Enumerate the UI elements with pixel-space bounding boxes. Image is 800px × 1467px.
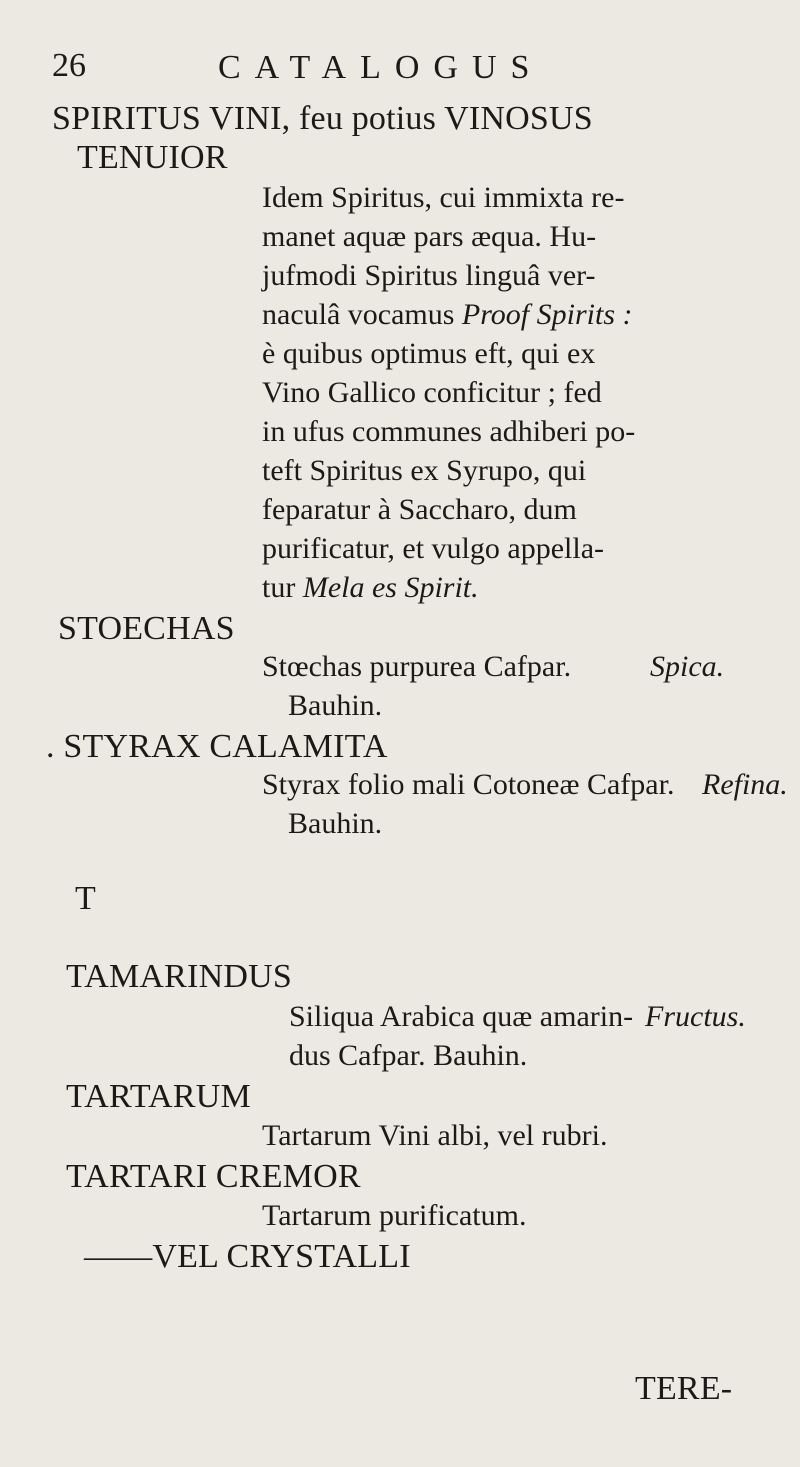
text-line: jufmodi Spiritus linguâ ver-: [262, 259, 596, 292]
running-title: CATALOGUS: [218, 49, 544, 86]
text-line: Idem Spiritus, cui immixta re-: [262, 181, 625, 214]
entry-heading: ——VEL CRYSTALLI: [84, 1238, 411, 1275]
text-line: Stœchas purpurea Cafpar.: [262, 650, 572, 683]
text-fragment: tur: [262, 571, 296, 604]
text-line: Siliqua Arabica quæ amarin-: [289, 1000, 634, 1033]
text-line: Bauhin.: [288, 689, 383, 722]
catchword: TERE-: [635, 1370, 733, 1407]
entry-heading: TARTARUM: [66, 1078, 251, 1115]
text-line: [262, 573, 479, 603]
entry-heading: TENUIOR: [77, 139, 228, 176]
text-line: teft Spiritus ex Syrupo, qui: [262, 454, 587, 487]
entry-heading: TAMARINDUS: [66, 958, 292, 995]
entry-heading: . STYRAX CALAMITA: [46, 728, 388, 765]
text-line: manet aquæ pars æqua. Hu-: [262, 220, 597, 253]
marginal-term: Refina.: [702, 768, 788, 801]
text-line: purificatur, et vulgo appella-: [262, 532, 604, 565]
marginal-term: Spica.: [650, 650, 725, 683]
marginal-term: Fructus.: [645, 1000, 746, 1033]
text-line: in ufus communes adhiberi po-: [262, 415, 636, 448]
text-line: Tartarum purificatum.: [262, 1199, 527, 1232]
text-line: Bauhin.: [288, 807, 383, 840]
text-line: feparatur à Saccharo, dum: [262, 493, 577, 526]
entry-heading: SPIRITUS VINI, feu potius VINOSUS: [52, 100, 593, 137]
text-line: Tartarum Vini albi, vel rubri.: [262, 1119, 608, 1152]
text-line: è quibus optimus eft, qui ex: [262, 337, 596, 370]
italic-term: Mela es Spirit.: [302, 571, 479, 604]
text-line: [262, 300, 633, 330]
section-letter: T: [75, 880, 96, 917]
page-number: 26: [52, 47, 86, 84]
text-line: dus Cafpar. Bauhin.: [289, 1039, 528, 1072]
text-fragment: naculâ vocamus: [262, 298, 455, 331]
italic-term: Proof Spirits :: [461, 298, 633, 331]
text-line: Vino Gallico conficitur ; fed: [262, 376, 602, 409]
entry-heading: STOECHAS: [58, 610, 235, 647]
entry-heading: TARTARI CREMOR: [66, 1158, 361, 1195]
text-line: Styrax folio mali Cotoneæ Cafpar.: [262, 768, 675, 801]
